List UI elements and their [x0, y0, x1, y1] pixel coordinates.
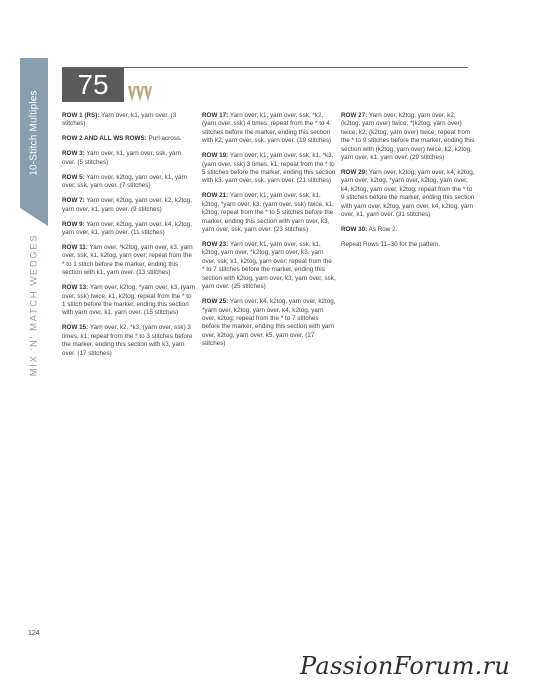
stitch-count: (13 stitches)	[136, 269, 171, 277]
page-number: 124	[28, 630, 40, 637]
stitch-count: (19 stitches)	[296, 137, 332, 145]
stitch-count: (7 stitches)	[119, 182, 151, 190]
instruction-row	[341, 112, 475, 162]
row-text: Yarn over, k1, yarn over, ssk, k1, *k3, (yarn over, ssk) 3 times, k1; repeat from the * to 5 stitches before the marker, ending this section with k3, yarn over, ssk, yarn over.	[202, 152, 336, 185]
row-label: ROW 23:	[202, 241, 229, 249]
instruction-row	[341, 226, 475, 234]
instruction-row	[62, 197, 196, 214]
stitch-count: (27 stitches)	[202, 331, 315, 348]
row-text: Yarn over, k1, yarn over, ssk, k1, k2tog, *yarn over, k3, (yarn over, ssk) twice, k1, k2tog; repeat from the * to 5 stitches before the marker, ending this section with yarn over, k3, yarn over, ssk, yarn over.	[202, 192, 334, 234]
stitch-count: (11 stitches)	[130, 229, 165, 237]
instruction-row	[202, 192, 336, 234]
stitch-count: (5 stitches)	[77, 158, 109, 166]
instruction-row	[62, 135, 196, 143]
row-text: Yarn over, k2tog, yarn over, k2, (k2tog, yarn over) twice, *(k2tog, yarn over) twice, k2, (k2tog, yarn over) twice; repeat from the * to 9 stitches before the marker, ending this section with (k2tog, yarn over) twice, k2, k2tog, yarn over, k1, yarn over.	[341, 112, 475, 162]
row-text: Purl across.	[148, 135, 182, 143]
instructions-column-3	[341, 112, 475, 256]
instruction-row	[202, 112, 336, 146]
pattern-number: 75	[62, 68, 124, 102]
row-label: ROW 19:	[202, 152, 229, 160]
row-text: Yarn over, k2tog, *yarn over, k3, (yarn over, ssk) twice, k1, k2tog; repeat from the * to 1 stitch before the marker, ending this section with yarn over, k1, yarn over.	[62, 284, 196, 317]
row-label: ROW 27:	[341, 112, 368, 119]
row-label: ROW 3:	[62, 150, 85, 158]
instruction-row	[341, 241, 475, 249]
row-label: ROW 9:	[62, 220, 85, 228]
stitch-count: (3 stitches)	[62, 112, 177, 128]
stitch-count: (21 stitches)	[296, 177, 332, 185]
row-text: Yarn over, k2tog, yarn over, k4, k2tog, yarn over, k1, yarn over.	[62, 220, 192, 237]
stitch-count: (15 stitches)	[143, 309, 179, 317]
row-text: Yarn over, k1, yarn over, ssk, k1, k2tog, yarn over, *k2tog, yarn over, k3, yarn over, ssk, k1, k2tog, yarn over; repeat from the * to 7 stitches before the marker, ending this section with k2tog, yarn over, k3, yarn over, ssk, yarn over.	[202, 241, 336, 291]
instruction-row	[62, 221, 196, 238]
row-label: ROW 17:	[202, 112, 229, 119]
stitch-count: (31 stitches)	[395, 211, 431, 219]
row-label: ROW 1 (RS):	[62, 112, 100, 119]
stitch-count: (17 stitches)	[77, 349, 112, 357]
instructions-column-1	[62, 112, 196, 365]
stitch-count: (9 stitches)	[130, 205, 162, 213]
section-label: MIX 'N' MATCH WEDGES	[28, 233, 40, 377]
stitch-count: (23 stitches)	[273, 226, 309, 234]
row-label: ROW 15:	[62, 324, 89, 332]
instruction-row	[62, 174, 196, 191]
instruction-row	[202, 298, 336, 348]
instruction-row	[62, 112, 196, 129]
stitch-count: (29 stitches)	[409, 154, 445, 162]
row-text: Yarn over, k2tog, yarn over, k1, yarn over, ssk, yarn over.	[62, 173, 188, 190]
row-text: As Row 2.	[368, 226, 398, 234]
row-label: ROW 5:	[62, 173, 85, 181]
row-text: Yarn over, k4, k2tog, yarn over, k2tog, *yarn over, k2tog, yarn over, k4, k2tog, yarn over, k2tog; repeat from the * to 7 stitches before the marker, ending this section with yarn over, k2tog, yarn over, k5, yarn over.	[202, 298, 336, 339]
row-label: ROW 21:	[202, 192, 229, 200]
watermark: PassionForum.ru	[300, 652, 511, 680]
instruction-row	[62, 284, 196, 318]
instruction-row	[202, 241, 336, 291]
instructions-column-2	[202, 112, 336, 355]
instruction-row	[341, 169, 475, 219]
row-text: Yarn over, k2, *k3, (yarn over, ssk) 3 times, k1; repeat from the * to 3 stitches before the marker, ending this section with k3, yarn over.	[62, 324, 193, 357]
instruction-row	[202, 152, 336, 186]
row-label: ROW 11:	[62, 244, 88, 252]
wedge-swatch-icon	[128, 86, 152, 102]
instruction-row	[62, 324, 196, 358]
row-label: ROW 13:	[62, 284, 89, 292]
row-text: Yarn over, k1, yarn over, ssk, *k2, (yarn over, ssk) 4 times; repeat from the * to 4 stitches before the marker, ending this section with k2, yarn over, ssk, yarn over.	[202, 112, 331, 145]
row-text: Yarn over, k2tog, yarn over, k2, k2tog, yarn over, k1, yarn over.	[62, 197, 192, 213]
row-text: Yarn over, k2tog, yarn over, k4, k2tog, yarn over, k2tog, *yarn over, k2tog, yarn over, k4, k2tog, yarn over, k2tog; repeat from the * to 9 stitches before the marker, ending this section with yarn over, k2tog, yarn over, k4, k2tog, yarn over, k1, yarn over.	[341, 169, 475, 219]
row-label: ROW 25:	[202, 298, 229, 306]
row-label: ROW 30:	[341, 226, 368, 234]
row-label: ROW 7:	[62, 197, 85, 205]
row-text: Yarn over, k1, yarn over.	[101, 112, 169, 119]
row-text: Repeat Rows 11–30 for the pattern.	[341, 241, 441, 249]
row-text: Yarn over, k1, yarn over, ssk, yarn over.	[62, 150, 182, 166]
stitch-count: (25 stitches)	[231, 283, 266, 291]
row-label: ROW 29:	[341, 169, 368, 177]
chapter-tab-label: 10-Stitch Multiples	[28, 90, 40, 176]
row-label: ROW 2 AND ALL WS ROWS:	[62, 135, 147, 143]
instruction-row	[62, 150, 196, 167]
instruction-row	[62, 244, 196, 278]
row-text: Yarn over, *k2tog, yarn over, k3, yarn over, ssk, k1, k2tog, yarn over; repeat from the * to 1 stitch before the marker, ending this section with k1, yarn over.	[62, 244, 193, 277]
